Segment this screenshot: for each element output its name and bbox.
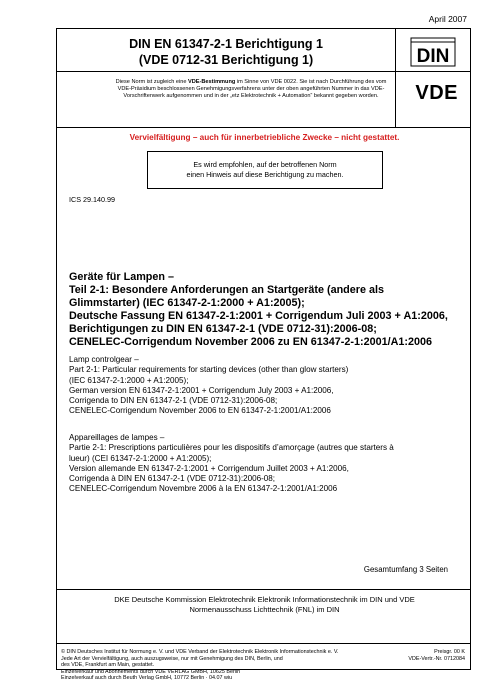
recommendation-line-1: Es wird empfohlen, auf der betroffenen Norm: [193, 160, 337, 169]
copyright-notice: © DIN Deutsches Institut für Normung e. V. und VDE Verband der Elektrotechnik Elektronik Informationstechnik e. V. Jede Art der Vervielfältigung, auch auszugsweise, nur mit Genehmigung des DIN, Berlin, und des VDE, Frankfurt am Main, gestattet. Einzelverkauf und Abonnements durch VDE VERLAG GMBH, 10625 Berlin Einzelverkauf auch durch Beuth Verlag GmbH, 10772 Berlin · 04.07 wiu: [61, 649, 339, 682]
english-title: Lamp controlgear – Part 2-1: Particular requirements for starting devices (other than glow starters) (IEC 61347-2-1:2000 + A1:2005); German version EN 61347-2-1:2001 + Corrigendum July 2003 + A1:2006, Corrigenda to DIN EN 61347-2-1 (VDE 0712-31):2006-08; CENELEC-Corrigendum November 2006 to EN 61347-2-1:2001/A1:2006: [69, 355, 349, 416]
dke-committee: DKE Deutsche Kommission Elektrotechnik Elektronik Informationstechnik im DIN und VDE Normenausschuss Lichttechnik (FNL) im DIN: [114, 595, 415, 614]
vde-logo: VDE: [415, 82, 458, 104]
recommendation-line-2: einen Hinweis auf diese Berichtigung zu machen.: [186, 170, 344, 179]
document-subtitle: (VDE 0712-31 Berichtigung 1): [138, 53, 314, 67]
reproduction-warning: Vervielfältigung – auch für innerbetriebliche Zwecke – nicht gestattet.: [129, 133, 400, 142]
footer-divider: [57, 643, 470, 644]
order-number: VDE-Vertr.-Nr. 0712084: [408, 655, 465, 662]
price-group: Preisgr. 00 K: [434, 649, 465, 655]
header-bottom-divider: [57, 127, 470, 128]
vde-regulation-note: Diese Norm ist zugleich eine VDE-Bestimmung im Sinne von VDE 0022. Sie ist nach Durchführung des vom VDE-Präsidium beschlossenen Genehmigungsverfahrens unter der oben angeführten Nummer in das VDE-Vorschriftenwerk aufgenommen und in der „etz Elektrotechnik + Automation“ bekannt gegeben worden.: [115, 79, 387, 100]
document-title: DIN EN 61347-2-1 Berichtigung 1: [129, 37, 323, 51]
header-divider-vertical: [395, 29, 396, 127]
ics-code: ICS 29.140.99: [69, 195, 115, 204]
header-divider: [57, 71, 470, 72]
total-pages: Gesamtumfang 3 Seiten: [363, 565, 448, 574]
dke-top-divider: [57, 589, 470, 590]
recommendation-box: [147, 151, 383, 189]
price-info: [408, 649, 465, 662]
title-page-frame: [56, 28, 471, 682]
french-title: Appareillages de lampes – Partie 2-1: Prescriptions particulières pour les dispositifs d’amorçage (autres que starters à lueur) (CEI 61347-2-1:2000 + A1:2005); Version allemande EN 61347-2-1:2001 + Corrigendum Juillet 2003 + A1:2006, Corrigenda à DIN EN 61347-2-1 (VDE 0712-31):2006-08; CENELEC-Corrigendum Novembre 2006 à la EN 61347-2-1:2001/A1:2006: [69, 433, 394, 494]
issue-date: April 2007: [428, 14, 467, 24]
german-title: Geräte für Lampen – Teil 2-1: Besondere Anforderungen an Startgeräte (andere als Glimmstarter) (IEC 61347-2-1:2000 + A1:2005); Deutsche Fassung EN 61347-2-1:2001 + Corrigendum Juli 2003 + A1:2006, Berichtigungen zu DIN EN 61347-2-1 (VDE 0712-31):2006-08; CENELEC-Corrigendum November 2006 zu EN 61347-2-1:2001/A1:2006: [69, 271, 448, 348]
svg-text:DIN: DIN: [416, 46, 450, 67]
din-logo: [410, 37, 456, 67]
